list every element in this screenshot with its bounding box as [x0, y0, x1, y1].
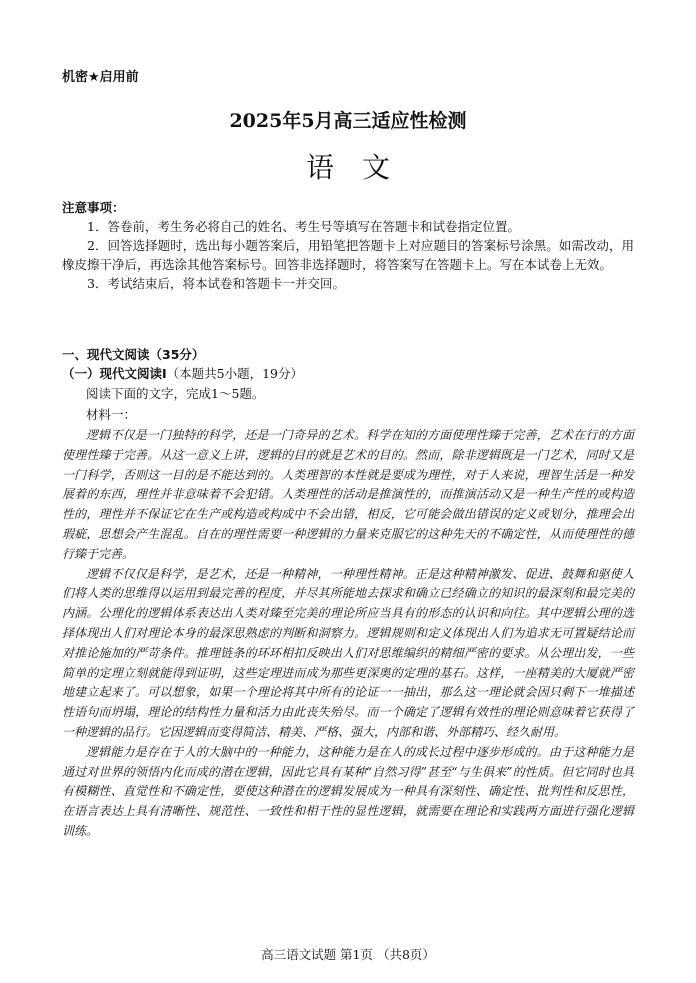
section-heading: 一、现代文阅读（35分）	[62, 347, 205, 362]
passage-paragraph: 逻辑不仅是一门独特的科学，还是一门奇异的艺术。科学在知的方面使理性臻于完善，艺术在行的方面使理性臻于完善。从这一意义上讲，逻辑的目的就是艺术的目的。然而，除非逻辑既是一门艺术，同时又是一门科学，否则这一目的是不能达到的。人类理智的本性就是要成为理性，对于人来说，理智生活是一种发展着的东西，理性并非意味着不会犯错。人类理性的活动是推演性的，而推演活动又是一种生产性的或构造性的，理性并不保证它在生产或构造或构成中不会出错，相反，它可能会做出错误的定义或划分，推理会出瑕疵，思想会产生混乱。自在的理性需要一种逻辑的力量来克服它的这种先天的不确定性，从而使理性的德行臻于完善。	[62, 428, 634, 561]
section-title	[62, 345, 634, 364]
reading-instruction: 阅读下面的文字，完成1～5题。	[86, 386, 265, 401]
notice-item: 1．答卷前，考生务必将自己的姓名、考生号等填写在答题卡和试卷指定位置。	[87, 219, 520, 234]
subsection-title	[62, 364, 634, 383]
notice-item: 2．回答选择题时，选出每小题答案后，用铅笔把答题卡上对应题目的答案标号涂黑。如需改动，用橡皮擦干净后，再选涂其他答案标号。回答非选择题时，将答案写在答题卡上。写在本试卷上无效。	[62, 238, 634, 272]
subject-char: 文	[362, 151, 391, 184]
notice-heading: 注意事项：	[62, 200, 125, 215]
subject-char: 语	[305, 151, 334, 184]
passage-paragraph: 逻辑不仅仅是科学，是艺术，还是一种精神，一种理性精神。正是这种精神激发、促进、鼓舞和驱使人们将人类的思维得以运用到最完善的程度，并尽其所能地去探求和确立已经确立的知识的最深刻和最完美的内涵。公理化的逻辑体系表达出人类对臻至完美的理论所应当具有的形态的认识和向往。其中逻辑公理的选择体现出人们对理论本身的最深思熟虑的判断和洞察力。逻辑规则和定义体现出人们为追求无可置疑结论而对推论施加的严苛条件。推理链条的环环相扣反映出人们对思维编织的精细严密的要求。从公理出发，一些简单的定理立刻就能得到证明，这些定理进而成为那些更深奥的定理的基石。这样，一座精美的大厦就严密地建立起来了。可以想象，如果一个理论将其中所有的论证一一抽出，那么这一理论就会因只剩下一堆描述性语句而坍塌，理论的结构性力量和活力由此丧失殆尽。而一个确定了逻辑有效性的理论则意味着它获得了一种逻辑的品行。它因逻辑而变得简洁、精美、严格、强大，内部和谐、外部精巧、经久耐用。	[62, 566, 634, 739]
subject-title	[0, 146, 696, 186]
notice-list	[62, 217, 634, 293]
exam-title: 2025年5月高三适应性检测	[229, 110, 467, 132]
notice-item: 3．考试结束后，将本试卷和答题卡一并交回。	[87, 276, 345, 291]
subsection-score: （本题共5小题，19分）	[166, 366, 304, 381]
material-label: 材料一：	[86, 407, 137, 422]
passage-paragraph: 逻辑能力是存在于人的大脑中的一种能力，这种能力是在人的成长过程中逐步形成的。由于这种能力是通过对世界的领悟内化而成的潜在逻辑，因此它具有某种“自然习得”甚至“与生俱来”的性质。但它同时也具有模糊性、直觉性和不确定性，要使这种潜在的逻辑发展成为一种具有深刻性、确定性、批判性和反思性，在语言表达上具有清晰性、规范性、一致性和相干性的显性逻辑，就需要在理论和实践两方面进行强化逻辑训练。	[62, 744, 634, 838]
confidential-mark: 机密★启用前	[62, 70, 139, 85]
passage-body	[62, 426, 634, 842]
page-footer: 高三语文试题 第1页 （共8页）	[261, 947, 435, 962]
subsection-heading: （一）现代文阅读Ⅰ	[62, 366, 167, 381]
